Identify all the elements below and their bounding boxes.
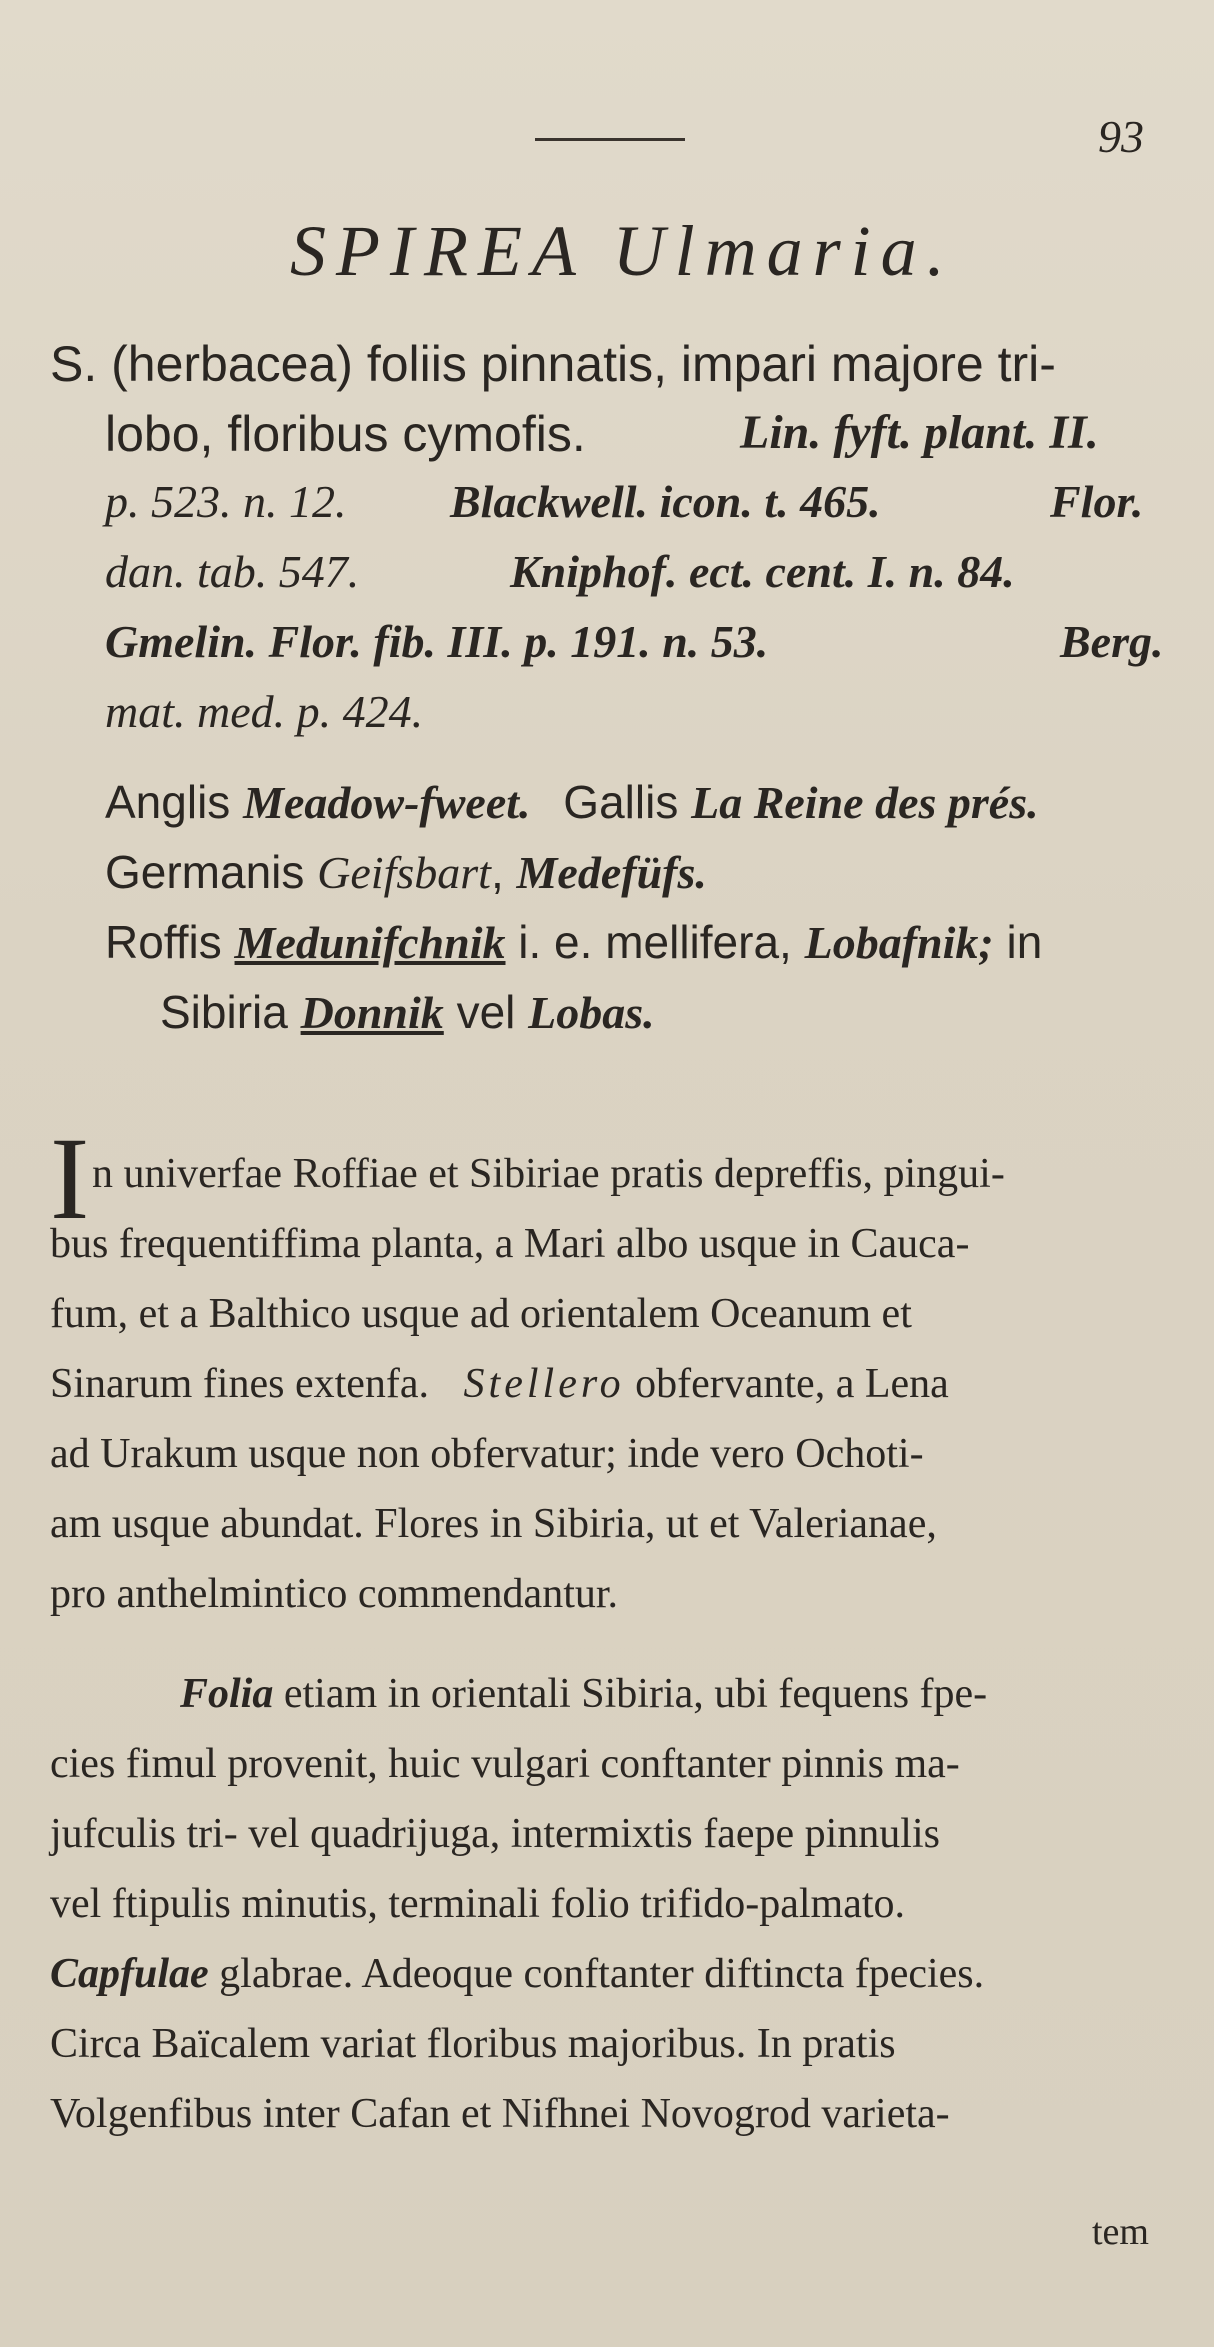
text-line: vel ftipulis minutis, terminali folio trifido-palmato. [50, 1881, 906, 1927]
citation: dan. tab. 547. [105, 546, 360, 597]
author-name: Stellero [463, 1361, 625, 1407]
text-line [50, 1950, 984, 1998]
catchword: tem [1092, 2211, 1149, 2253]
text-line: Circa Baïcalem variat floribus majoribus. In pratis [50, 2021, 896, 2067]
drop-cap: I [50, 1113, 90, 1244]
text-line: ad Urakum usque non obfervatur; inde vero Ochoti- [50, 1431, 924, 1477]
text-span: obfervante, a Lena [635, 1361, 949, 1407]
vernacular-name: Lobas. [528, 987, 655, 1038]
gloss: i. e. mellifera, [518, 916, 792, 968]
language-label: Sibiria [160, 986, 288, 1038]
vernacular-name: Medefüfs. [516, 847, 707, 898]
citation: Berg. [1060, 616, 1164, 667]
species-title: SPIREA Ulmaria. [290, 211, 955, 291]
text-span: glabrae. Adeoque conftanter diftincta fpecies. [219, 1951, 985, 1997]
language-label: Roffis [105, 916, 222, 968]
text-line: n univerfae Roffiae et Sibiriae pratis depreffis, pingui- [92, 1151, 1005, 1197]
citation: Blackwell. icon. t. 465. [450, 476, 881, 527]
text-line: cies fimul provenit, huic vulgari conftanter pinnis ma- [50, 1741, 960, 1787]
vernacular-name: La Reine des prés. [691, 777, 1039, 828]
citation: Gmelin. Flor. fib. III. p. 191. n. 53. [105, 616, 769, 667]
text-line: Volgenfibus inter Cafan et Nifhnei Novogrod varieta- [50, 2091, 950, 2137]
citation: p. 523. n. 12. [105, 476, 347, 527]
text-line: jufculis tri- vel quadrijuga, intermixtis faepe pinnulis [50, 1811, 940, 1857]
text-line [50, 1360, 949, 1408]
language-label: Germanis [105, 846, 305, 898]
names-line: Germanis Geifsbart, Medefüfs. [105, 846, 707, 898]
text-line: bus frequentiffima planta, a Mari albo usque in Cauca- [50, 1221, 970, 1267]
language-label: Gallis [563, 776, 679, 828]
term: Folia [180, 1671, 274, 1717]
page-number: 93 [1098, 111, 1144, 162]
vernacular-name: Lobafnik; [804, 917, 994, 968]
text-line: am usque abundat. Flores in Sibiria, ut et Valerianae, [50, 1501, 937, 1547]
term: Capfulae [50, 1951, 209, 1997]
vernacular-name: Geifsbart [317, 847, 491, 898]
citation: Flor. [1050, 476, 1144, 527]
citation: Lin. fyft. plant. II. [740, 406, 1099, 459]
text-line [180, 1670, 987, 1718]
header-rule [535, 138, 685, 141]
text-span: Sinarum fines extenfa. [50, 1361, 430, 1407]
vernacular-name: Meadow-fweet. [243, 777, 531, 828]
description-line: S. (herbacea) foliis pinnatis, impari majore tri- [50, 336, 1056, 392]
text-span: etiam in orientali Sibiria, ubi fequens fpe- [283, 1671, 988, 1717]
citation: Kniphof. ect. cent. I. n. 84. [510, 546, 1015, 597]
connector: vel [456, 986, 516, 1038]
text-line: pro anthelmintico commendantur. [50, 1571, 619, 1617]
vernacular-name: Donnik [300, 987, 444, 1038]
names-line [160, 985, 655, 1039]
names-line [105, 775, 1039, 829]
vernacular-name: Medunifchnik [234, 917, 506, 968]
language-label: Anglis [105, 776, 231, 828]
connector: in [1006, 916, 1043, 968]
citation: mat. med. p. 424. [105, 686, 424, 737]
description-line: lobo, floribus cymofis. [105, 406, 586, 462]
names-line [105, 915, 1042, 969]
text-line: fum, et a Balthico usque ad orientalem Oceanum et [50, 1291, 912, 1337]
